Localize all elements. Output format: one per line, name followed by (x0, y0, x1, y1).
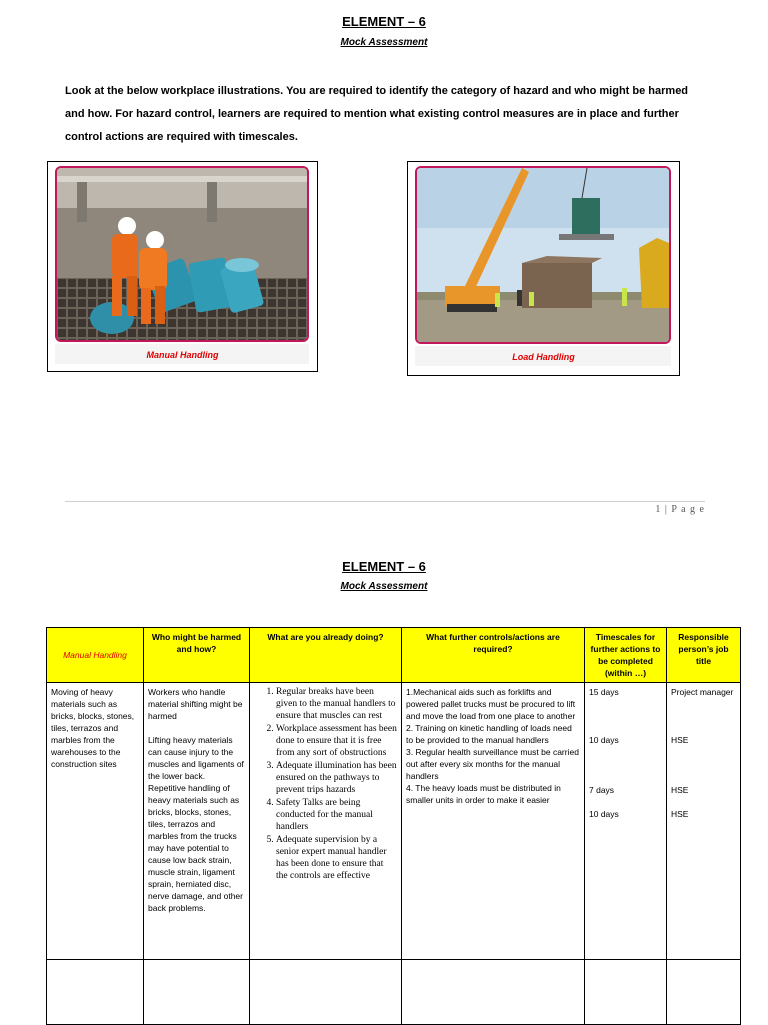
empty-cell (402, 960, 585, 1025)
responsible-cell (667, 683, 741, 960)
responsible-value: HSE (671, 809, 689, 819)
table-header-row (47, 628, 741, 683)
timescale-value: 10 days (589, 809, 619, 819)
list-item: 3. Adequate illumination has been ensured on the pathways to prevent trips hazards (276, 760, 397, 796)
header-timescales: Timescales for further actions to be completed (within …) (585, 628, 667, 683)
figure-manual-handling (47, 161, 318, 372)
timescale-value: 7 days (589, 785, 615, 795)
table-row (47, 683, 741, 960)
manual-handling-photo (55, 166, 309, 342)
already-doing-cell (250, 683, 402, 960)
empty-cell (47, 960, 144, 1025)
responsible-value: HSE (671, 735, 689, 745)
responsible-value: Project manager (671, 687, 734, 697)
header-who-harmed: Who might be harmed and how? (144, 628, 250, 683)
list-item: 4. The heavy loads must be distributed in smaller units in order to make it easier (406, 783, 561, 805)
page-subtitle: Mock Assessment (340, 37, 428, 48)
intro-paragraph: Look at the below workplace illustrations. You are required to identify the category of hazard and who might be harmed and how. For hazard control, learners are required to mention what existing control measures are in place and further control actions are required with timescales. (65, 85, 689, 143)
responsible-value: HSE (671, 785, 689, 795)
header-hazard: Manual Handling (47, 628, 144, 683)
list-item: 5. Adequate supervision by a senior expert manual handler has been done to ensure that the controls are effective (276, 834, 397, 882)
list-item: 1. Regular breaks have been given to the manual handlers to ensure that muscles can rest (276, 686, 397, 722)
figure-caption: Manual Handling (146, 350, 219, 360)
footer-rule (65, 501, 705, 502)
table-row-empty (47, 960, 741, 1025)
further-controls-cell (402, 683, 585, 960)
hazard-cell: Moving of heavy materials such as bricks, blocks, stones, tiles, terrazos and marbles from the warehouses to the construction sites (47, 683, 144, 960)
how-harmed-text: Lifting heavy materials can cause injury to the muscles and ligaments of the lower back. Repetitive handling of heavy materials such as bricks, blocks, stones, tiles, terrazos and marbles from the trucks may have potential to cause low back strain, muscle strain, ligament sprain, herniated disc, nerve damage, and other back problems. (148, 735, 244, 913)
list-item: 2. Workplace assessment has been done to ensure that it is free from any sort of obstructions (276, 723, 397, 759)
existing-controls-list (254, 686, 397, 882)
list-item: 2. Training on kinetic handling of loads need to be provided to the manual handlers (406, 723, 572, 745)
page-subtitle: Mock Assessment (340, 581, 428, 592)
page-title: ELEMENT – 6 (342, 559, 426, 574)
page-number: 1 | P a g e (655, 504, 705, 515)
figure-load-handling (407, 161, 680, 376)
risk-assessment-table (46, 627, 741, 1025)
empty-cell (667, 960, 741, 1025)
load-handling-illustration (417, 168, 669, 342)
load-handling-photo (415, 166, 671, 344)
manual-handling-illustration (57, 168, 307, 340)
list-item: 1.Mechanical aids such as forklifts and powered pallet trucks must be procured to lift and move the load from one place to another (406, 687, 576, 721)
timescale-value: 10 days (589, 735, 619, 745)
list-item: 3. Regular health surveillance must be carried out after every six months for the manual handlers (406, 747, 579, 781)
page-title: ELEMENT – 6 (342, 14, 426, 29)
empty-cell (585, 960, 667, 1025)
timescales-cell (585, 683, 667, 960)
header-responsible: Responsible person’s job title (667, 628, 741, 683)
empty-cell (250, 960, 402, 1025)
timescale-value: 15 days (589, 687, 619, 697)
empty-cell (144, 960, 250, 1025)
who-harmed-cell (144, 683, 250, 960)
header-further-controls: What further controls/actions are required? (402, 628, 585, 683)
who-harmed-text: Workers who handle material shifting might be harmed (148, 687, 243, 721)
header-already-doing: What are you already doing? (250, 628, 402, 683)
list-item: 4. Safety Talks are being conducted for the manual handlers (276, 797, 397, 833)
figure-caption: Load Handling (512, 352, 575, 362)
